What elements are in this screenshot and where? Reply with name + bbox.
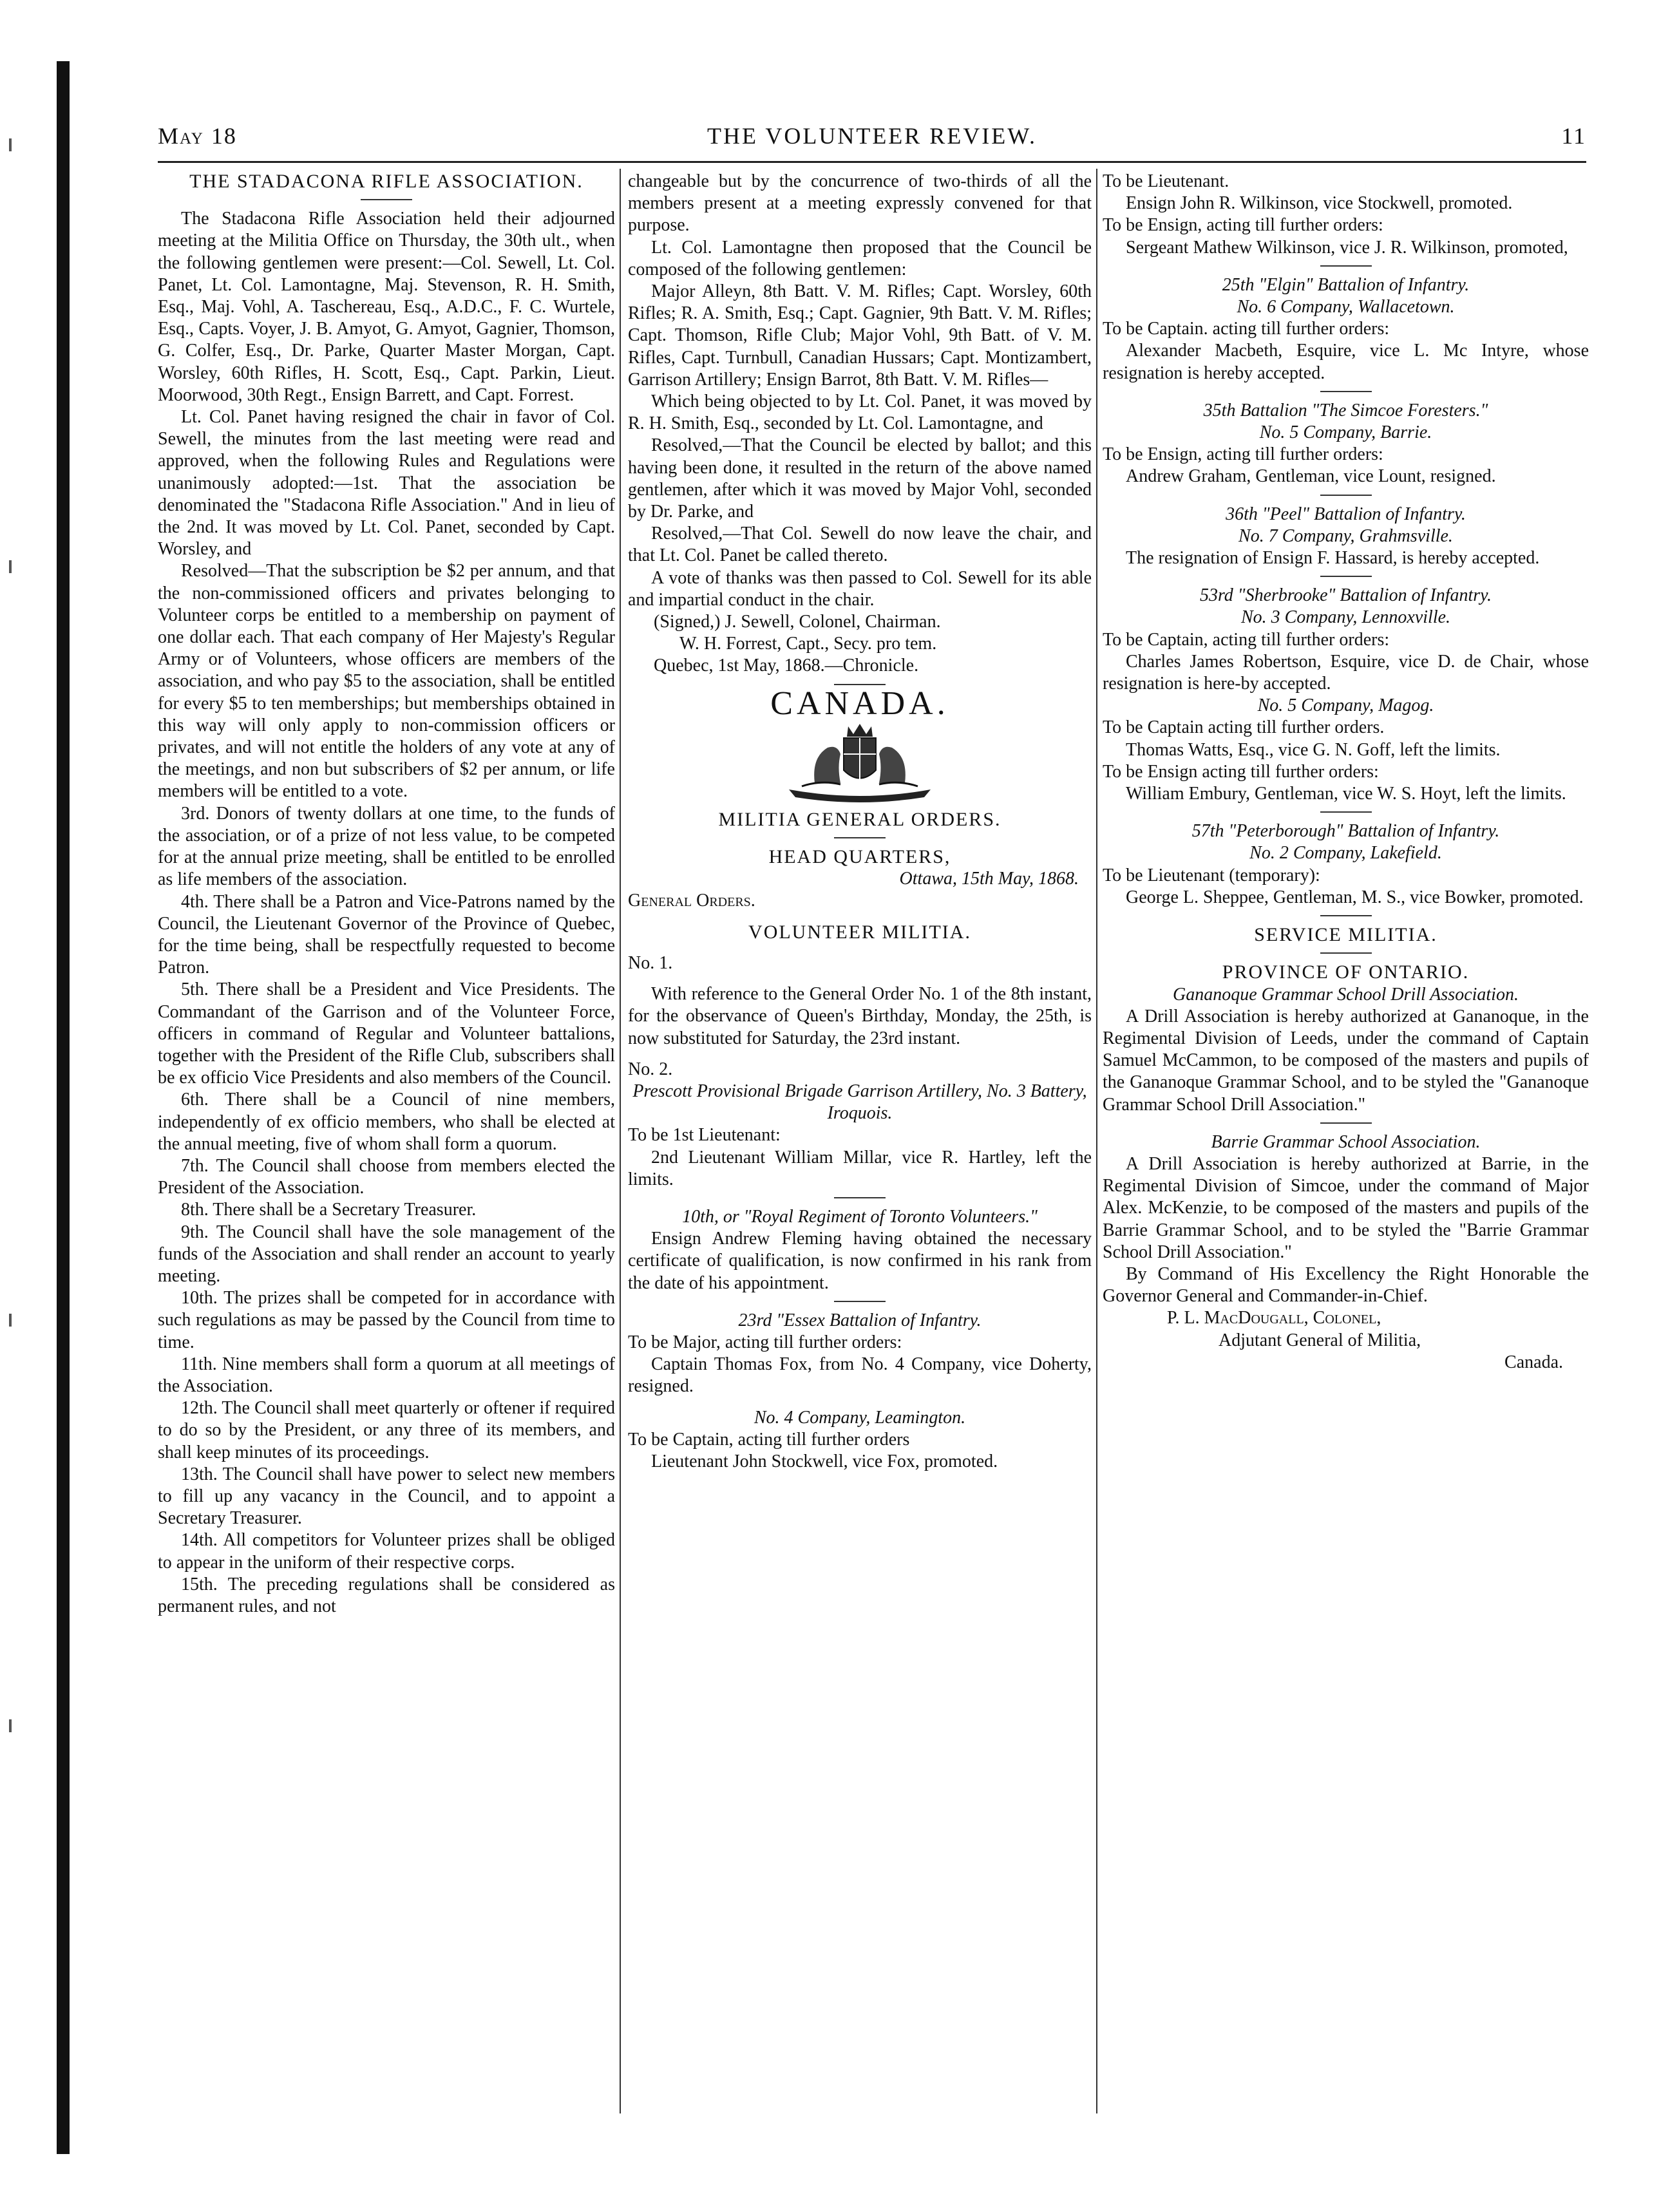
divider: [834, 1301, 886, 1302]
section-title: SERVICE MILITIA.: [1254, 924, 1437, 946]
paragraph: The Stadacona Rifle Association held their adjourned meeting at the Militia Office on Thursday, the 30th ult., when the following gentlemen were present:—Col. Sewell, Lt. Col. Panet, Lt. Col. Lamontagne, Maj. Stevenson, R. H. Smith, Esq., Maj. Vohl, A. Taschereau, Esq., A.D.C., F. C. Wurtele, Esq., Capts. Voyer, J. B. Amyot, G. Amyot, Gagnier, Thomson, G. Colfer, Esq., Dr. Parke, Quarter Master Morgan, Capt. Worsley, 60th Rifles, H. Scott, Esq., Capt. Parkin, Lieut. Moorwood, 30th Regt., Ensign Barrett, and Capt. Forrest.: [158, 209, 615, 405]
paragraph: 14th. All competitors for Volunteer prizes shall be obliged to appear in the uniform of their respective corps.: [158, 1530, 615, 1573]
paragraph: Captain Thomas Fox, from No. 4 Company, vice Doherty, resigned.: [628, 1354, 1092, 1397]
divider: [834, 1197, 886, 1198]
page-header: [158, 122, 1586, 161]
column-rule: [1096, 169, 1097, 2113]
divider: [834, 837, 886, 838]
dateline: Ottawa, 15th May, 1868.: [899, 869, 1079, 889]
paragraph: Andrew Graham, Gentleman, vice Lount, resigned.: [1126, 466, 1496, 487]
paragraph: George L. Sheppee, Gentleman, M. S., vice Bowker, promoted.: [1126, 887, 1584, 907]
paragraph: 10th. The prizes shall be competed for in accordance with such regulations as may be passed by the Council from time to time.: [158, 1288, 615, 1352]
paragraph: To be Major, acting till further orders:: [628, 1332, 902, 1352]
paragraph: Resolved—That the subscription be $2 per annum, and that the non-commissioned officers and privates belonging to Volunteer corps be entitled to a membership on payment of one dollar each. That each company of Her Majesty's Regular Army or of Volunteers, whose officers are members of the association, and who pay $5 to the association, shall be entitled for every $5 to ten memberships; but memberships obtained in this way will only apply to non-commission officers or privates, and will not entitle the holders of any vote at any of the meetings, and non but subscribers of $2 per annum, or life members will be entitled to a vote.: [158, 561, 615, 802]
company-heading: No. 7 Company, Grahmsville.: [1238, 525, 1453, 546]
divider: [1320, 265, 1372, 267]
divider: [361, 199, 412, 200]
coat-of-arms-icon: [776, 719, 944, 802]
unit-heading: No. 4 Company, Leamington.: [754, 1407, 966, 1428]
unit-heading: 36th "Peel" Battalion of Infantry.: [1226, 504, 1466, 524]
paragraph: Lt. Col. Panet having resigned the chair in favor of Col. Sewell, the minutes from the last meeting were read and approved, when the following Rules and Regulations were unanimously adopted:—1st. That the association be denominated the "Stadacona Rifle Association." And in lieu of the 2nd. It was moved by Lt. Col. Panet, seconded by Capt. Worsley, and: [158, 407, 615, 560]
unit-heading: 53rd "Sherbrooke" Battalion of Infantry.: [1199, 585, 1492, 606]
paragraph: 11th. Nine members shall form a quorum at all meetings of the Association.: [158, 1354, 615, 1396]
paragraph: To be Captain, acting till further orders:: [1103, 629, 1390, 650]
company-heading: No. 6 Company, Wallacetown.: [1237, 297, 1455, 317]
paragraph: 4th. There shall be a Patron and Vice-Patrons named by the Council, the Lieutenant Governor of the Province of Quebec, for the time being, shall be respectfully requested to become Patron.: [158, 891, 615, 978]
dateline: Quebec, 1st May, 1868.—Chronicle.: [654, 656, 919, 676]
signature-line: W. H. Forrest, Capt., Secy. pro tem.: [679, 634, 937, 654]
paragraph: 5th. There shall be a President and Vice Presidents. The Commandant of the Garrison and of the Volunteer Force, officers in command of Regular and Volunteer battalions, together with the President of the Rifle Club, subscribers shall be ex officio Vice Presidents and also members of the Council.: [158, 979, 615, 1088]
column-2: [628, 171, 1092, 1473]
paragraph: 9th. The Council shall have the sole management of the funds of the Association and shall render an account to yearly meeting.: [158, 1222, 615, 1286]
order-number: No. 1.: [628, 952, 673, 973]
divider: [1320, 915, 1372, 916]
paragraph: 6th. There shall be a Council of nine members, independently of ex officio members, who shall be elected at the annual meeting, five of whom shall form a quorum.: [158, 1090, 615, 1154]
header-rule: [158, 161, 1586, 163]
paragraph: Resolved,—That Col. Sewell do now leave the chair, and that Lt. Col. Panet be called thereto.: [628, 524, 1092, 566]
paragraph: To be Ensign acting till further orders:: [1103, 761, 1379, 782]
header-title: THE VOLUNTEER REVIEW.: [707, 123, 1037, 149]
subheading: General Orders.: [628, 891, 755, 911]
paragraph: To be Captain. acting till further orders:: [1103, 319, 1390, 339]
divider: [1320, 495, 1372, 496]
paragraph: To be 1st Lieutenant:: [628, 1125, 781, 1146]
section-title: PROVINCE OF ONTARIO.: [1222, 961, 1470, 983]
signature-line: Canada.: [1504, 1352, 1563, 1372]
column-3: [1103, 171, 1589, 1374]
paragraph: Thomas Watts, Esq., vice G. N. Goff, left the limits.: [1126, 739, 1501, 760]
unit-heading: 10th, or "Royal Regiment of Toronto Volunteers.": [682, 1206, 1038, 1227]
company-heading: No. 5 Company, Barrie.: [1259, 422, 1432, 443]
paragraph: By Command of His Excellency the Right Honorable the Governor General and Commander-in-Chief.: [1103, 1263, 1589, 1307]
divider: [1320, 576, 1372, 577]
paragraph: To be Lieutenant.: [1103, 171, 1229, 191]
section-title: CANADA.: [770, 685, 949, 722]
paragraph: To be Captain acting till further orders.: [1103, 717, 1385, 738]
paragraph: Ensign John R. Wilkinson, vice Stockwell, promoted.: [1126, 193, 1513, 214]
article-title: THE STADACONA RIFLE ASSOCIATION.: [189, 171, 583, 192]
section-title: MILITIA GENERAL ORDERS.: [718, 808, 1001, 830]
paragraph: 3rd. Donors of twenty dollars at one time, to the funds of the association, or of a prize of not less value, to be competed for at the annual prize meeting, shall be entitled to be enrolled as life members of the association.: [158, 803, 615, 890]
header-date: May 18: [158, 123, 237, 149]
paragraph: Sergeant Mathew Wilkinson, vice J. R. Wilkinson, promoted,: [1126, 237, 1568, 258]
paragraph: A Drill Association is hereby authorized at Barrie, in the Regimental Division of Simcoe, under the command of Major Alex. McKenzie, to be composed of the masters and pupils of the Barrie Grammar School, and to be styled the "Barrie Grammar School Drill Association.": [1103, 1153, 1589, 1262]
paragraph: Alexander Macbeth, Esquire, vice L. Mc Intyre, whose resignation is hereby accepted.: [1103, 341, 1589, 383]
divider: [1320, 1122, 1372, 1124]
paragraph: Major Alleyn, 8th Batt. V. M. Rifles; Capt. Worsley, 60th Rifles; R. A. Smith, Esq.; Capt. Gagnier, 9th Batt. V. M. Rifles; Capt. Thomson, Rifle Club; Major Vohl, 9th Batt. of V. M. Rifles, Capt. Turnbull, Canadian Hussars; Capt. Montizambert, Garrison Artillery; Ensign Barrot, 8th Batt. V. M. Rifles—: [628, 281, 1092, 390]
paragraph: A Drill Association is hereby authorized at Gananoque, in the Regimental Division of Leeds, under the command of Captain Samuel McCammon, to be composed of the masters and pupils of the Gananoque Grammar School, and to be styled the "Gananoque Grammar School Drill Association.": [1103, 1006, 1589, 1115]
paragraph: 12th. The Council shall meet quarterly or oftener if required to do so by the President, or any three of its members, and shall keep minutes of its proceedings.: [158, 1398, 615, 1462]
signature-line: P. L. MacDougall, Colonel,: [1167, 1308, 1381, 1328]
page-number: 11: [1561, 123, 1586, 149]
order-number: No. 2.: [628, 1059, 673, 1079]
paragraph: 15th. The preceding regulations shall be considered as permanent rules, and not: [158, 1574, 615, 1616]
paragraph: 8th. There shall be a Secretary Treasurer.: [181, 1200, 477, 1220]
paragraph: 2nd Lieutenant William Millar, vice R. Hartley, left the limits.: [628, 1147, 1092, 1189]
binding-edge: [57, 61, 70, 2154]
signature-line: Adjutant General of Militia,: [1219, 1330, 1421, 1350]
company-heading: No. 3 Company, Lennoxville.: [1240, 607, 1451, 628]
unit-heading: 35th Battalion "The Simcoe Foresters.": [1203, 400, 1488, 421]
paragraph: To be Captain, acting till further orders: [628, 1429, 910, 1450]
unit-heading: Barrie Grammar School Association.: [1211, 1131, 1481, 1152]
paragraph: Which being objected to by Lt. Col. Panet, it was moved by R. H. Smith, Esq., seconded by Lt. Col. Lamontagne, and: [628, 392, 1092, 434]
unit-heading: Prescott Provisional Brigade Garrison Artillery, No. 3 Battery, Iroquois.: [632, 1081, 1087, 1124]
paragraph: Lt. Col. Lamontagne then proposed that the Council be composed of the following gentlemen:: [628, 237, 1092, 279]
unit-heading: Gananoque Grammar School Drill Association.: [1173, 984, 1519, 1005]
section-title: VOLUNTEER MILITIA.: [748, 921, 971, 943]
paragraph: The resignation of Ensign F. Hassard, is hereby accepted.: [1126, 548, 1540, 569]
paragraph: To be Lieutenant (temporary):: [1103, 865, 1320, 885]
unit-heading: 23rd "Essex Battalion of Infantry.: [738, 1310, 982, 1330]
paragraph: 13th. The Council shall have power to select new members to fill up any vacancy in the Council, and to appoint a Secretary Treasurer.: [158, 1464, 615, 1529]
paragraph: 7th. The Council shall choose from members elected the President of the Association.: [158, 1155, 615, 1198]
signature-line: (Signed,) J. Sewell, Colonel, Chairman.: [654, 612, 941, 632]
paragraph: William Embury, Gentleman, vice W. S. Hoyt, left the limits.: [1126, 784, 1566, 804]
paragraph: A vote of thanks was then passed to Col. Sewell for its able and impartial conduct in the chair.: [628, 567, 1092, 610]
paragraph: Ensign Andrew Fleming having obtained the necessary certificate of qualification, is now confirmed in his rank from the date of his appointment.: [628, 1229, 1092, 1293]
divider: [1320, 391, 1372, 392]
column-1: [158, 171, 615, 1618]
paragraph: To be Ensign, acting till further orders:: [1103, 444, 1383, 465]
unit-heading: 25th "Elgin" Battalion of Infantry.: [1222, 274, 1470, 295]
paragraph: With reference to the General Order No. 1 of the 8th instant, for the observance of Queen's Birthday, Monday, the 25th, is now substituted for Saturday, the 23rd instant.: [628, 984, 1092, 1048]
paragraph: changeable but by the concurrence of two-thirds of all the members present at a meeting expressly convened for that purpose.: [628, 171, 1092, 236]
divider: [1320, 811, 1372, 813]
section-title: HEAD QUARTERS,: [768, 846, 951, 868]
company-heading: No. 5 Company, Magog.: [1257, 695, 1434, 716]
paragraph: Charles James Robertson, Esquire, vice D. de Chair, whose resignation is here-by accepted.: [1103, 651, 1589, 694]
unit-heading: 57th "Peterborough" Battalion of Infantry.: [1191, 821, 1500, 842]
paragraph: Resolved,—That the Council be elected by ballot; and this having been done, it resulted in the return of the above named gentlemen, after which it was moved by Major Vohl, seconded by Dr. Parke, and: [628, 435, 1092, 522]
divider: [1320, 952, 1372, 954]
company-heading: No. 2 Company, Lakefield.: [1249, 843, 1442, 864]
column-rule: [620, 169, 621, 2113]
paragraph: To be Ensign, acting till further orders:: [1103, 215, 1383, 236]
paragraph: Lieutenant John Stockwell, vice Fox, promoted.: [651, 1451, 998, 1471]
